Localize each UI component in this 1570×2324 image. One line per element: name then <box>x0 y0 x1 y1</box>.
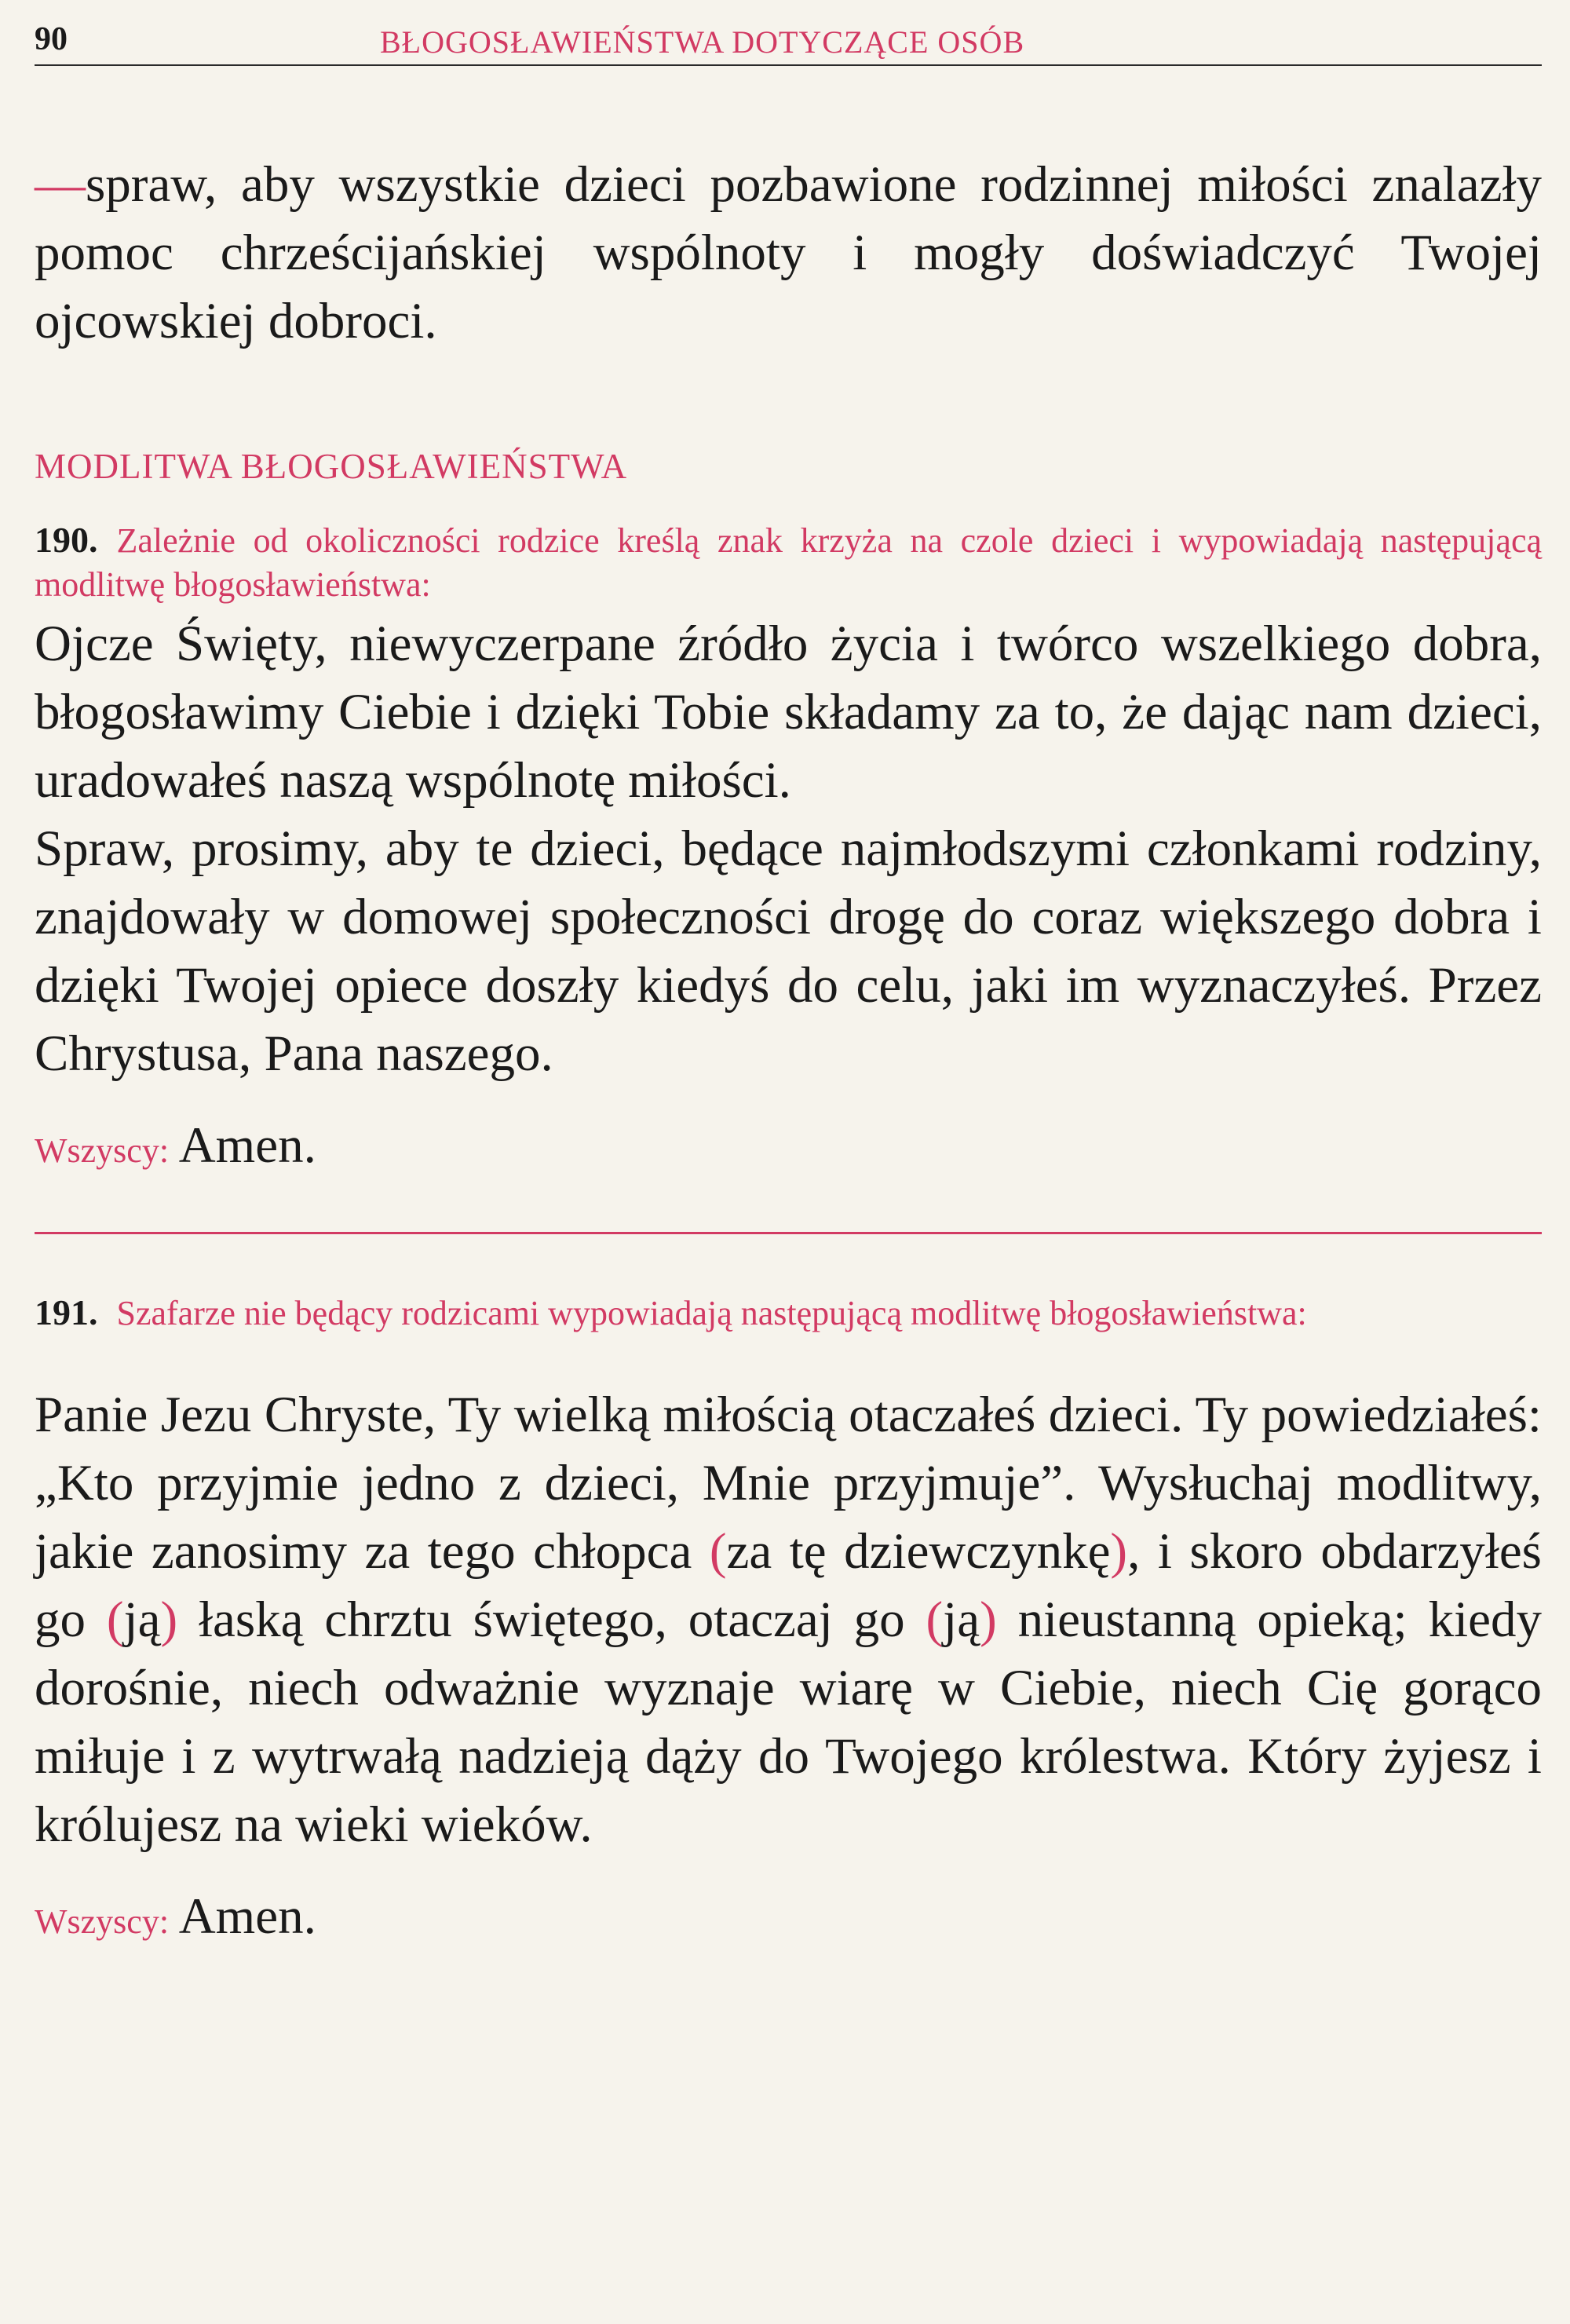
response-190-label: Wszyscy: <box>35 1131 170 1170</box>
page-number: 90 <box>35 21 68 57</box>
alt-paren-open: ( <box>106 1591 124 1648</box>
book-page <box>35 16 1542 1956</box>
intercession-paragraph <box>35 151 1542 356</box>
alt-paren-open: ( <box>709 1523 727 1580</box>
prayer-191-text-3: , i skoro obdarzyłeś go <box>35 1523 1542 1648</box>
prayer-191-text-7: nieustanną opieką; kiedy dorośnie, niech odważnie wyznaje wiarę w Ciebie, niech Cię gorąco miłuje i z wytrwałą nadzieją dąży do Twojego królestwa. Który żyjesz i królujesz na wieki wieków. <box>35 1591 1542 1853</box>
intercession-text: spraw, aby wszystkie dzieci pozbawione rodzinnej miłości znalazły pomoc chrześcijańskiej wspólnoty i mogły doświadczyć Twojej ojcowskiej dobroci. <box>35 156 1542 349</box>
prayer-191 <box>35 1381 1542 1859</box>
response-190-text: Amen. <box>178 1117 316 1174</box>
response-191-label: Wszyscy: <box>35 1902 170 1941</box>
prayer-191-alt-girl: za tę dziewczynkę <box>726 1523 1111 1580</box>
page-header <box>35 16 1542 66</box>
rubric-190-text: Zależnie od okoliczności rodzice kreślą znak krzyża na czole dzieci i wypowiadają następującą modlitwę błogosławieństwa: <box>35 521 1542 604</box>
intercession-dash: — <box>35 156 86 213</box>
response-191-text: Amen. <box>178 1888 316 1945</box>
rubric-190 <box>35 518 1542 607</box>
rubric-191 <box>35 1291 1542 1336</box>
prayer-190-part-2: Spraw, prosimy, aby te dzieci, będące najmłodszymi członkami rodziny, znajdowały w domowej społeczności drogę do coraz większego dobra i dzięki Twojej opiece doszły kiedyś do celu, jaki im wyznaczyłeś. Przez Chrystusa, Pana naszego. <box>35 820 1542 1082</box>
response-191 <box>35 1883 1542 1956</box>
prayer-190-part-1: Ojcze Święty, niewyczerpane źródło życia i twórco wszelkiego dobra, błogosławimy Ciebie i dzięki Tobie składamy za to, że dając nam dzieci, uradowałeś naszą wspólnotę miłości. <box>35 616 1542 809</box>
alt-paren-close: ) <box>980 1591 997 1648</box>
paragraph-number-190: 190. <box>35 520 98 560</box>
response-190 <box>35 1112 1542 1185</box>
alt-paren-close: ) <box>1110 1523 1128 1580</box>
paragraph-number-191: 191. <box>35 1292 98 1332</box>
alt-paren-open: ( <box>926 1591 944 1648</box>
rubric-191-text: Szafarze nie będący rodzicami wypowiadają następującą modlitwę błogosławieństwa: <box>116 1294 1307 1332</box>
prayer-191-text-1: Panie Jezu Chryste, Ty wielką miłością otaczałeś dzieci. Ty powiedziałeś: „Kto przyjmie jedno z dzieci, Mnie przyjmuje”. Wysłuchaj modlitwy, jakie zanosimy za tego chłopca <box>35 1387 1542 1580</box>
alt-paren-close: ) <box>160 1591 178 1648</box>
running-head: BŁOGOSŁAWIEŃSTWA DOTYCZĄCE OSÓB <box>380 24 1025 60</box>
prayer-191-alt-ja-2: ją <box>943 1591 980 1648</box>
section-divider <box>35 1232 1542 1234</box>
section-heading: MODLITWA BŁOGOSŁAWIEŃSTWA <box>35 447 628 486</box>
prayer-191-alt-ja-1: ją <box>123 1591 161 1648</box>
prayer-191-text-5: łaską chrztu świętego, otaczaj go <box>177 1591 926 1648</box>
